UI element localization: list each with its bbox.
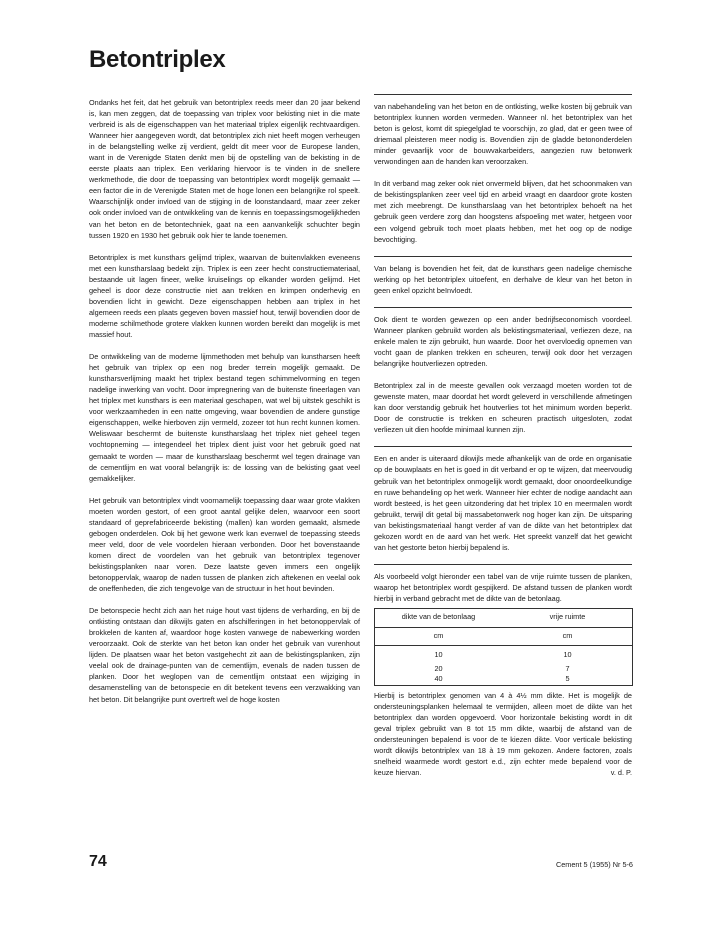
paragraph-text: Hierbij is betontriplex genomen van 4 à 4½ mm dikte. Het is mogelijk de ondersteuningsplanken helemaal te vermijden, alleen moet de dikte van het betontriplex dan worden opgevoerd. Voor horizontale bekisting wordt in dit geval triplex gebruikt van 8 tot 15 mm dikte, waarbij de afstand van de ondersteuningen bepalend is voor de te kiezen dikte. Voor verticale bekisting wordt dikwijls betontriplex van 18 à 19 mm gekozen. Andere factoren, zoals snelheid waarmede wordt gestort e.d., zijn echter mede bepalend voor de keuze hiervan. [374, 691, 632, 778]
table-header: vrije ruimte [549, 612, 586, 622]
paragraph [374, 690, 632, 778]
table-rule [374, 627, 632, 628]
journal-reference: Cement 5 (1955) Nr 5-6 [555, 860, 633, 869]
table-unit: cm [433, 631, 444, 641]
paragraph: In dit verband mag zeker ook niet onvermeld blijven, dat het schoonmaken van de bekistingsplanken zeer veel tijd en arbeid vraagt en daardoor grote kosten met zich meebrengt. De kunstharslaag van het betontriplex behoeft na het gebruik geen verdere zorg dan hoogstens afspoeling met water, hetgeen voor een volgend gebruik toch moet plaats hebben, met het oog op de nodige bevochtiging. [374, 179, 632, 244]
table-cell: 40 [434, 674, 443, 684]
paragraph: Betontriplex is met kunsthars gelijmd triplex, waarvan de buitenvlakken eveneens met een kunstharslaag bedekt zijn. Triplex is een zeer hecht constructiemateriaal, bestaande uit lagen fineer, welke kruiselings op elkander worden gelijmd. Het geheel is door deze constructie niet aan trekken en krimpen onderhevig en bovendien licht in gewicht. Deze eigenschappen hebben aan triplex in het algemeen reeds een plaats gegeven boven massief hout, terwijl bovendien door de moderne schilmethode grotere vlakken kunnen worden bereikt dan mogelijk is met massief hout. [89, 252, 360, 339]
left-column [89, 97, 360, 716]
table-cell: 20 [434, 664, 443, 674]
table-cell: 10 [563, 650, 572, 660]
divider [374, 446, 632, 447]
table-rule [374, 608, 632, 609]
paragraph: van nabehandeling van het beton en de ontkisting, welke kosten bij gebruik van betontriplex kunnen worden vermeden. Wanneer nl. het betontriplex van het beton is gelost, komt dit spiegelglad te voorschijn, zo glad, dat er geen twee of driemaal pleisteren meer nodig is. Bovendien zijn de gladde betononderdelen minder gevaarlijk voor de bouwvakarbeiders, aangezien ruw betonwerk verwondingen aan de handen kan veroorzaken. [374, 102, 632, 167]
paragraph: Ondanks het feit, dat het gebruik van betontriplex reeds meer dan 20 jaar bekend is, kan men zeggen, dat de toepassing van triplex voor bekisting niet in die mate verbreid is als de eigenschappen van het materiaal triplex eigenlijk rechtvaardigen. Wanneer hier aangegeven wordt, dat betontriplex zich niet heeft mogen verheugen in de belangstelling welke zij verdient, geldt dit meer voor de Europese landen, want in de Verenigde Staten denkt men bij de opstelling van de bekisting in de eerste plaats aan triplex. Een verklaring hiervoor is te vinden in de snellere werkmethode, die door de toepassing van betontriplex wordt mogelijk gemaakt — een factor die in de Verenigde Staten met de hoge lonen een belangrijke rol speelt. Waarschijnlijk onder invloed van de stijging in de loonstandaard, maar zeer zeker ook onder invloed van de ontwikkeling van de kennis en toepassingsmogelijkheden van het beton en de betontechniek, gaat na een aanvankelijk schuchter begin tussen 1920 en 1930 het gebruik ook hier te lande toenemen. [89, 98, 360, 240]
paragraph: Ook dient te worden gewezen op een ander bedrijfseconomisch voordeel. Wanneer planken gebruikt worden als bekistingsmateriaal, verliezen deze, na enkele malen te zijn gebruikt, hun waarde. Door het overvloedig opnemen van vocht gaan de planken trekken en scheuren, terwijl ook door het verzagen belangrijke houtverliezen optreden. [374, 314, 632, 369]
page-number: 74 [89, 853, 107, 870]
paragraph: Het gebruik van betontriplex vindt voornamelijk toepassing daar waar grote vlakken moeten worden gestort, of een groot aantal gelijke delen, waarvoor een soort standaard of geprefabriceerde bekisting (mallen) kan worden gemaakt, alsmede gebogen onderdelen. Ook bij het gewone werk kan evenwel de toepassing steeds meer veld, door de vele voordelen hieraan verbonden. Door het bovenstaande komen direct de voordelen van het gebruik van betontriplex tegenover bekistingsplanken naar voren. Deze laatste geven immers een ongelijk betonoppervlak, waarop de naden tussen de planken zich aftekenen en veelal ook de oneffenheden, die zich tengevolge van de structuur in het hout bevinden. [89, 495, 360, 594]
table-rule [374, 645, 632, 646]
paragraph: Als voorbeeld volgt hieronder een tabel van de vrije ruimte tussen de planken, waarop het betontriplex wordt gespijkerd. De afstand tussen de planken wordt hierbij in verband gebracht met de dikte van de betonlaag. [374, 571, 632, 603]
divider [374, 564, 632, 565]
divider [374, 94, 632, 95]
paragraph: Van belang is bovendien het feit, dat de kunsthars geen nadelige chemische werking op het betontriplex uitoefent, en derhalve de kleur van het beton in geen enkel opzicht beïnvloedt. [374, 263, 632, 295]
table-cell: 5 [565, 674, 570, 684]
paragraph: De betonspecie hecht zich aan het ruige hout vast tijdens de verharding, en bij de ontkisting ontstaan dan dikwijls gaten en afschilferingen in het betonoppervlak of brokkelen de kanten af, waardoor hoge kosten vanwege de nabewerking worden veroorzaakt. Ook de sterkte van het beton kan onder het gebruik van vurenhout lijden. De plaatsen waar het beton vastgehecht zit aan de bekistingsplanken, zijn veelal ook de drainage-punten van de cementlijm, evenals de naden tussen de planken. Door het weglopen van de cementlijm ontstaat een wijziging in desamenstelling van de betonspecie en dit betekent tevens een verzwakking van het beton. Dit belangrijke punt overtreft wel de hoge kosten [89, 606, 360, 704]
table-rule [632, 608, 633, 686]
right-column [374, 97, 632, 778]
table-rule [374, 685, 632, 686]
page-title: Betontriplex [89, 46, 226, 73]
table-cell: 7 [565, 664, 570, 674]
divider [374, 307, 632, 308]
table-cell: 10 [434, 650, 443, 660]
table-unit: cm [562, 631, 573, 641]
author-signature: v. d. P. [610, 768, 632, 778]
divider [374, 256, 632, 257]
paragraph: Betontriplex zal in de meeste gevallen ook verzaagd moeten worden tot de gewenste maten, maar doordat het wordt geleverd in verschillende afmetingen kan door verstandig gebruik het houtverlies tot het minimum worden beperkt. Door de constructie is trekken en scheuren practisch uitgesloten, zodat verliezen uit dien hoofde minimaal kunnen zijn. [374, 381, 632, 435]
clearance-table [374, 608, 632, 686]
paragraph: Een en ander is uiteraard dikwijls mede afhankelijk van de orde en organisatie op de bouwplaats en het is goed in dit verband er op te wijzen, dat meervoudig gebruik van het betontriplex onmogelijk wordt gemaakt, door onoordeelkundige en ruwe behandeling op het werk. Wanneer hier echter de nodige aandacht aan wordt besteed, is het geen uitzondering dat het triplex 10 en meermalen wordt gebruikt, terwijl dit getal bij massabetonwerk nog hoger kan zijn. De uitsparing van bekistingsmateriaal hangt verder af van de dikte van het betontriplex dat gekozen wordt en de aard van het werk. Het spreekt vanzelf dat het gewicht van het gestorte beton hierbij bepalend is. [374, 454, 632, 552]
table-header: dikte van de betonlaag [401, 612, 476, 622]
paragraph: De ontwikkeling van de moderne lijmmethoden met behulp van kunstharsen heeft het gebruik van triplex op een nog breder terrein mogelijk gemaakt. De kunstharsverlijming maakt het triplex bestand tegen schimmelvorming en tegen nadelige inwerking van vocht. Door impregnering van de buitenste fineerlagen van het triplex met kunsthars is een materiaal geschapen, wat wel bij uitstek geschikt is voor werkzaamheden in een natte omgeving, waar bovendien de andere gunstige eigenschappen, welke hierboven zijn vermeld, zozeer tot hun recht kunnen komen. Weliswaar beschermt de buitenste kunstharslaag het triplex niet geheel tegen vochtopneming — integendeel het triplex dient juist voor het gebruik goed nat gemaakt te worden — maar de kunstharslaag beschermt wel tegen drainage van de cementlijm en wat vooral belangrijk is: de lossing van de bekisting gaat veel gemakkelijker. [89, 352, 360, 483]
